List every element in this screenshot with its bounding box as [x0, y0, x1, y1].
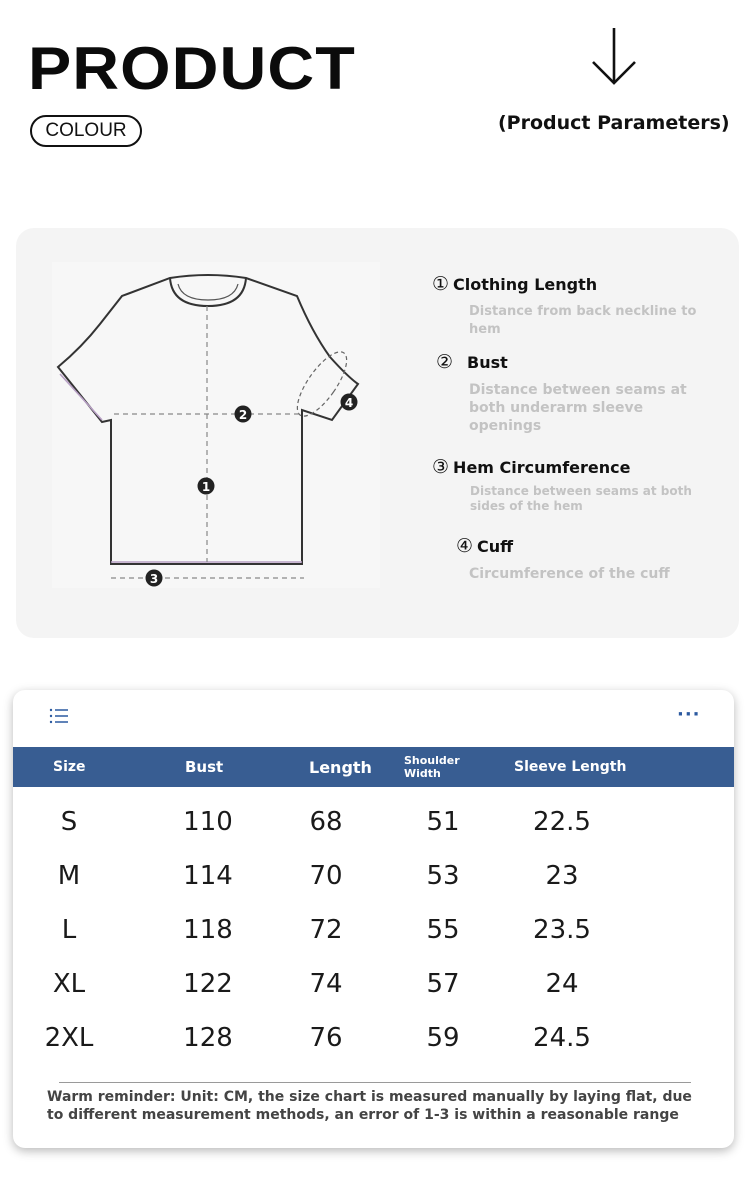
- table-cell: 76: [309, 1023, 343, 1053]
- marker-2: [235, 406, 252, 423]
- table-cell: 72: [309, 915, 343, 945]
- svg-text:3: 3: [149, 572, 159, 586]
- table-cell: 68: [309, 807, 343, 837]
- table-cell: 2XL: [44, 1023, 94, 1053]
- colour-badge: COLOUR: [30, 115, 142, 147]
- table-cell: 59: [426, 1023, 460, 1053]
- product-parameters-heading: (Product Parameters): [498, 112, 730, 134]
- table-row: [13, 957, 734, 1011]
- table-cell: 53: [426, 861, 460, 891]
- table-cell: 23: [545, 861, 579, 891]
- spec-number: ④: [456, 535, 474, 557]
- table-cell: 74: [309, 969, 343, 999]
- table-cell: 23.5: [533, 915, 591, 945]
- size-table-card: [13, 690, 734, 1148]
- tshirt-collar: [170, 278, 246, 306]
- spec-description: Distance between seams at both underarm sleeve openings: [469, 382, 687, 434]
- spec-hem-circumference: [432, 456, 722, 514]
- table-cell: 57: [426, 969, 460, 999]
- table-cell: 128: [183, 1023, 233, 1053]
- spec-number: ③: [432, 456, 450, 478]
- table-header: [13, 747, 734, 787]
- table-cell: 118: [183, 915, 233, 945]
- spec-title: Hem Circumference: [453, 458, 631, 477]
- spec-cuff: [456, 535, 726, 583]
- svg-text:1: 1: [201, 480, 211, 494]
- spec-description: Distance from back neckline to hem: [469, 304, 697, 337]
- shoulder-label-line2: Width: [404, 767, 441, 780]
- cuff-guide: [289, 345, 356, 423]
- spec-description: Circumference of the cuff: [469, 566, 670, 582]
- table-cell: 24.5: [533, 1023, 591, 1053]
- arrow-down-icon: [590, 26, 638, 88]
- table-cell: M: [57, 861, 81, 891]
- tshirt-diagram: [52, 262, 380, 588]
- svg-text:2: 2: [238, 408, 248, 422]
- table-cell: 114: [183, 861, 233, 891]
- table-row: [13, 903, 734, 957]
- table-cell: 22.5: [533, 807, 591, 837]
- marker-3: [146, 570, 163, 587]
- more-dots-icon[interactable]: ···: [677, 704, 701, 725]
- page-title: PRODUCT: [28, 35, 356, 102]
- shoulder-label-line1: Shoulder: [404, 754, 460, 767]
- warm-reminder-note: Warm reminder: Unit: CM, the size chart is measured manually by laying flat, due to different measurement methods, an error of 1-3 is within a reasonable range: [47, 1089, 692, 1123]
- column-header-sleeve-length: Sleeve Length: [514, 759, 627, 775]
- divider: [59, 1082, 691, 1083]
- spec-number: ①: [432, 273, 450, 295]
- table-cell: 122: [183, 969, 233, 999]
- column-header-length: Length: [309, 757, 372, 777]
- marker-4: [341, 394, 358, 411]
- table-cell: L: [61, 915, 77, 945]
- table-cell: 70: [309, 861, 343, 891]
- spec-title: Cuff: [477, 537, 514, 556]
- spec-bust: [436, 351, 726, 435]
- table-row: [13, 849, 734, 903]
- list-menu-icon[interactable]: [49, 707, 69, 725]
- spec-number: ②: [436, 351, 454, 373]
- spec-title: Bust: [467, 353, 508, 372]
- table-cell: 51: [426, 807, 460, 837]
- spec-description: Distance between seams at both sides of the hem: [470, 484, 692, 513]
- table-row: [13, 795, 734, 849]
- spec-title: Clothing Length: [453, 275, 598, 294]
- column-header-size: Size: [53, 759, 86, 775]
- table-cell: 110: [183, 807, 233, 837]
- tshirt-outline: [58, 275, 358, 564]
- column-header-bust: Bust: [185, 758, 224, 776]
- table-cell: S: [60, 807, 78, 837]
- svg-text:4: 4: [344, 396, 354, 410]
- marker-1: [198, 478, 215, 495]
- table-row: [13, 1011, 734, 1065]
- table-cell: XL: [52, 969, 86, 999]
- column-header-shoulder-width: [404, 747, 460, 787]
- table-cell: 24: [545, 969, 579, 999]
- spec-clothing-length: [432, 273, 722, 339]
- table-cell: 55: [426, 915, 460, 945]
